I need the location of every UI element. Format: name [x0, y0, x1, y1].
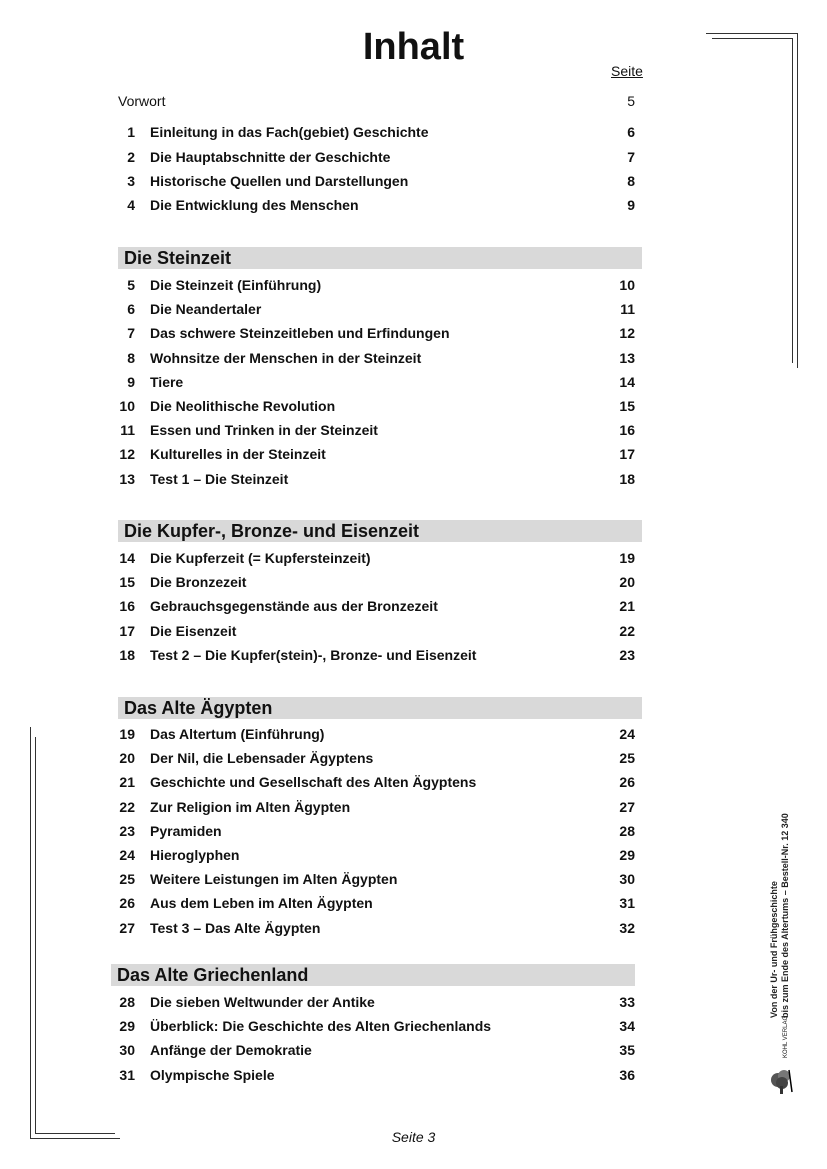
frame-left-v2 [35, 737, 36, 1134]
toc-row-number: 9 [127, 374, 135, 390]
toc-row [118, 173, 635, 193]
toc-row-page: 29 [619, 847, 635, 863]
toc-row-number: 21 [119, 774, 135, 790]
toc-row [118, 774, 635, 794]
toc-row-number: 30 [119, 1042, 135, 1058]
toc-row [118, 124, 635, 144]
toc-row-page: 30 [619, 871, 635, 887]
toc-row-title: Gebrauchsgegenstände aus der Bronzezeit [150, 598, 438, 614]
toc-row-title: Die Neolithische Revolution [150, 398, 336, 414]
toc-row-number: 2 [127, 149, 135, 165]
toc-row-page: 5 [627, 93, 635, 109]
toc-row [118, 994, 635, 1014]
publisher-logo-text: KOHL VERLAG [783, 1015, 789, 1058]
toc-row-title: Die Bronzezeit [150, 574, 247, 590]
toc-row-number: 13 [119, 471, 135, 487]
publisher-logo-icon [769, 1066, 795, 1096]
toc-row-title: Test 3 – Das Alte Ägypten [150, 920, 321, 936]
toc-row-number: 3 [127, 173, 135, 189]
toc-row [118, 1018, 635, 1038]
toc-row-page: 36 [619, 1067, 635, 1083]
toc-row-title: Der Nil, die Lebensader Ägyptens [150, 750, 374, 766]
toc-row-number: 28 [119, 994, 135, 1010]
toc-row-title: Einleitung in das Fach(gebiet) Geschichte [150, 124, 429, 140]
toc-row [118, 574, 635, 594]
toc-row-number: 22 [119, 799, 135, 815]
toc-row [118, 895, 635, 915]
toc-row-page: 24 [619, 726, 635, 742]
toc-row-title: Die Eisenzeit [150, 623, 237, 639]
toc-row-title: Überblick: Die Geschichte des Alten Griechenlands [150, 1018, 492, 1034]
toc-row [118, 197, 635, 217]
toc-row-page: 11 [620, 301, 635, 317]
toc-row-title: Pyramiden [150, 823, 222, 839]
toc-row-number: 4 [127, 197, 135, 213]
toc-row-number: 18 [119, 647, 135, 663]
toc-row-title: Anfänge der Demokratie [150, 1042, 312, 1058]
toc-row-number: 6 [127, 301, 135, 317]
frame-right-v2 [792, 38, 793, 363]
toc-row-title: Das schwere Steinzeitleben und Erfindungen [150, 325, 450, 341]
toc-row [118, 277, 635, 297]
page-footer: Seite 3 [391, 1129, 436, 1145]
toc-row-page: 35 [619, 1042, 635, 1058]
toc-row [118, 1067, 635, 1087]
toc-row [118, 799, 635, 819]
toc-row-page: 16 [619, 422, 635, 438]
toc-row [118, 398, 635, 418]
frame-right-v [797, 33, 798, 368]
toc-row-number: 19 [119, 726, 135, 742]
toc-row [118, 374, 635, 394]
toc-row-title: Historische Quellen und Darstellungen [150, 173, 409, 189]
toc-row [118, 550, 635, 570]
toc-row [118, 301, 635, 321]
toc-row-title: Weitere Leistungen im Alten Ägypten [150, 871, 398, 887]
toc-row-title: Die sieben Weltwunder der Antike [150, 994, 375, 1010]
toc-row [118, 750, 635, 770]
toc-row [118, 726, 635, 746]
toc-row [118, 647, 635, 667]
toc-row-number: 10 [119, 398, 135, 414]
toc-row [118, 446, 635, 466]
section-heading: Die Steinzeit [118, 247, 642, 269]
toc-row-page: 17 [619, 446, 635, 462]
page-title: Inhalt [362, 26, 465, 68]
toc-row-title: Die Neandertaler [150, 301, 262, 317]
toc-row-title: Test 2 – Die Kupfer(stein)-, Bronze- und Eisenzeit [150, 647, 477, 663]
toc-row-title: Tiere [150, 374, 184, 390]
side-text-line-1: Von der Ur- und Frühgeschichte [769, 881, 779, 1018]
toc-row-title: Essen und Trinken in der Steinzeit [150, 422, 378, 438]
toc-row-title: Geschichte und Gesellschaft des Alten Ägyptens [150, 774, 477, 790]
toc-row [118, 422, 635, 442]
toc-row [118, 325, 635, 345]
page-column-label: Seite [611, 63, 643, 79]
toc-row-page: 23 [619, 647, 635, 663]
toc-row [118, 823, 635, 843]
toc-row-page: 26 [619, 774, 635, 790]
toc-row-title: Zur Religion im Alten Ägypten [150, 799, 351, 815]
toc-row-page: 32 [619, 920, 635, 936]
toc-row-title: Die Hauptabschnitte der Geschichte [150, 149, 391, 165]
toc-row-page: 20 [619, 574, 635, 590]
toc-row-title: Vorwort [118, 93, 166, 109]
toc-row-number: 14 [119, 550, 135, 566]
toc-row-page: 13 [619, 350, 635, 366]
toc-row-number: 26 [119, 895, 135, 911]
toc-row-page: 15 [619, 398, 635, 414]
toc-row-number: 16 [119, 598, 135, 614]
toc-row [118, 471, 635, 491]
toc-row-page: 28 [619, 823, 635, 839]
toc-row-number: 12 [119, 446, 135, 462]
toc-row-page: 8 [627, 173, 635, 189]
toc-row-page: 22 [619, 623, 635, 639]
toc-row-title: Kulturelles in der Steinzeit [150, 446, 326, 462]
toc-row-number: 7 [127, 325, 135, 341]
toc-row-number: 1 [127, 124, 135, 140]
toc-row-number: 17 [119, 623, 135, 639]
toc-row-page: 27 [619, 799, 635, 815]
toc-row [118, 1042, 635, 1062]
toc-row-page: 33 [619, 994, 635, 1010]
toc-row-title: Wohnsitze der Menschen in der Steinzeit [150, 350, 422, 366]
section-heading: Das Alte Griechenland [111, 964, 635, 986]
toc-row-page: 21 [619, 598, 635, 614]
toc-row-title: Die Kupferzeit (= Kupfersteinzeit) [150, 550, 371, 566]
section-heading: Die Kupfer-, Bronze- und Eisenzeit [118, 520, 642, 542]
toc-row-vorwort [118, 93, 635, 109]
toc-row-number: 29 [119, 1018, 135, 1034]
toc-row-page: 14 [619, 374, 635, 390]
toc-row-number: 25 [119, 871, 135, 887]
toc-row [118, 623, 635, 643]
toc-row-number: 27 [119, 920, 135, 936]
toc-row-number: 23 [119, 823, 135, 839]
toc-row [118, 920, 635, 940]
toc-row-title: Das Altertum (Einführung) [150, 726, 325, 742]
toc-row-title: Die Steinzeit (Einführung) [150, 277, 322, 293]
toc-row [118, 149, 635, 169]
toc-row-number: 20 [119, 750, 135, 766]
toc-row-title: Die Entwicklung des Menschen [150, 197, 359, 213]
toc-row-number: 8 [127, 350, 135, 366]
frame-left-v [30, 727, 31, 1139]
toc-row-number: 5 [127, 277, 135, 293]
toc-row-page: 12 [619, 325, 635, 341]
toc-row-number: 11 [120, 422, 135, 438]
toc-row-page: 7 [627, 149, 635, 165]
side-text-line-2: bis zum Ende des Altertums – Bestell-Nr. 12 340 [780, 813, 790, 1018]
toc-row-page: 10 [619, 277, 635, 293]
toc-row-page: 25 [619, 750, 635, 766]
toc-row-title: Olympische Spiele [150, 1067, 275, 1083]
toc-row-number: 24 [119, 847, 135, 863]
section-heading: Das Alte Ägypten [118, 697, 642, 719]
toc-row [118, 871, 635, 891]
toc-row-number: 15 [119, 574, 135, 590]
toc-row-page: 6 [627, 124, 635, 140]
toc-row-number: 31 [119, 1067, 135, 1083]
toc-row-title: Aus dem Leben im Alten Ägypten [150, 895, 373, 911]
toc-row-page: 9 [627, 197, 635, 213]
toc-row [118, 350, 635, 370]
toc-row [118, 847, 635, 867]
toc-row-page: 34 [619, 1018, 635, 1034]
toc-row-page: 31 [619, 895, 635, 911]
toc-row-page: 19 [619, 550, 635, 566]
toc-row [118, 598, 635, 618]
side-publication-info [769, 758, 791, 1018]
toc-row-title: Test 1 – Die Steinzeit [150, 471, 289, 487]
toc-row-page: 18 [619, 471, 635, 487]
toc-row-title: Hieroglyphen [150, 847, 240, 863]
